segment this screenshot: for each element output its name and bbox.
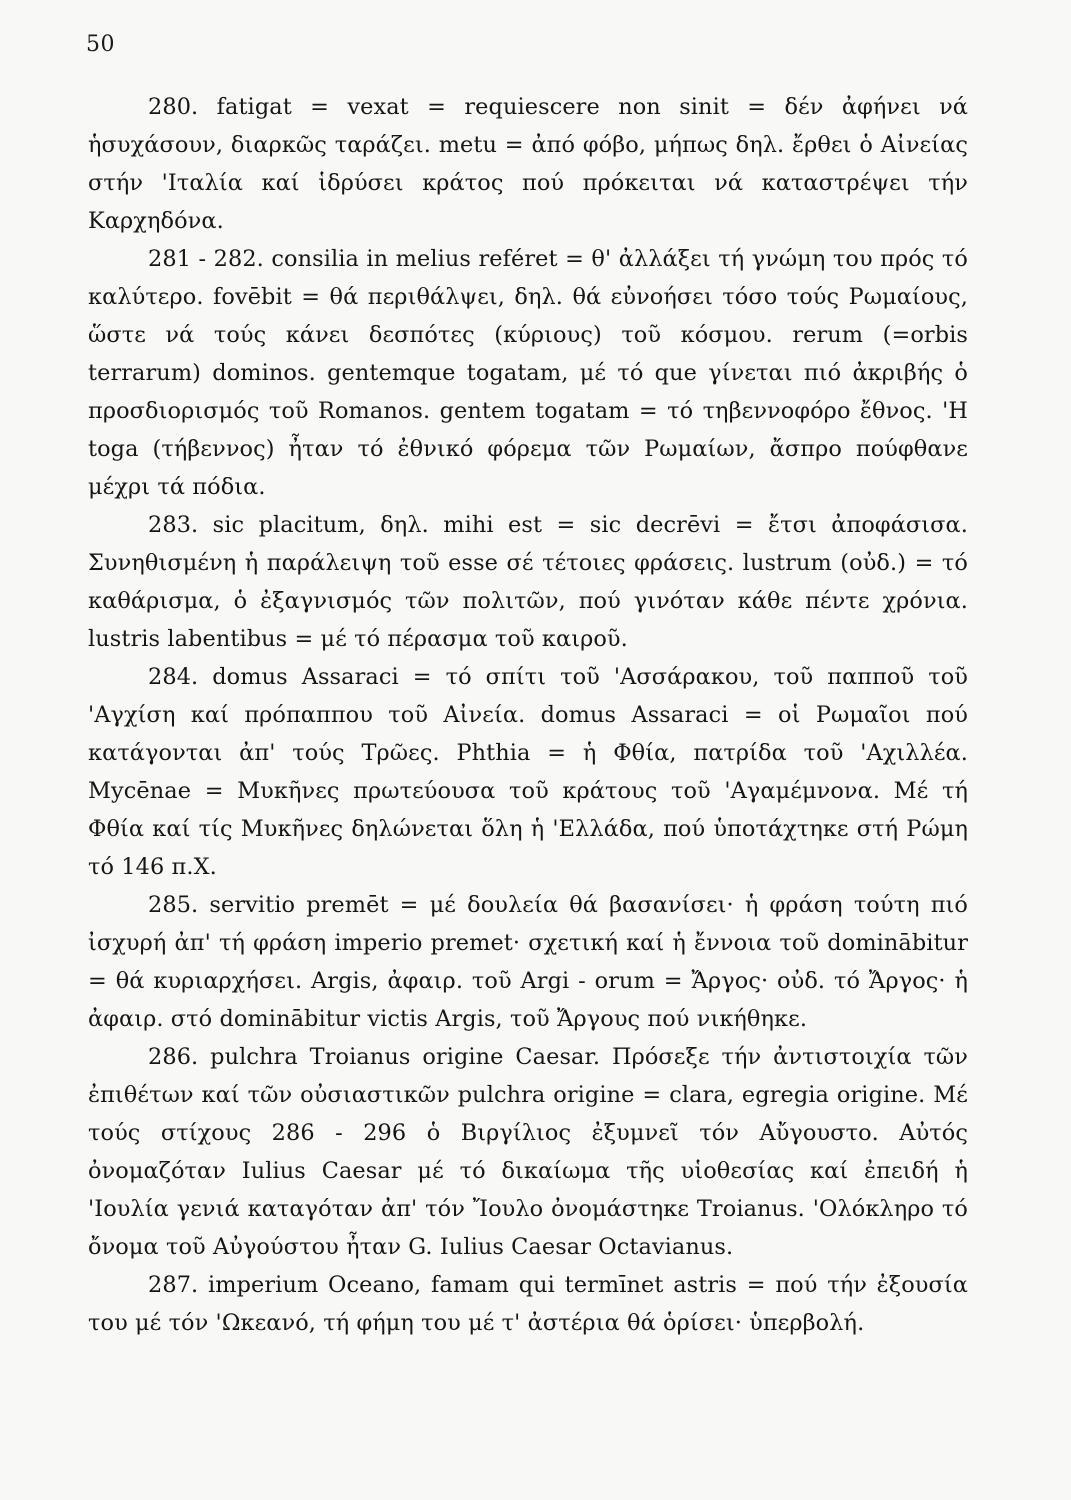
note-284: 284. domus Assaraci = τό σπίτι τοῦ 'Ασσάρακου, τοῦ παπποῦ τοῦ 'Αγχίση καί πρόπαππου τοῦ Αἰνεία. domus Assaraci = οἱ Ρωμαῖοι πού κατάγονται ἀπ' τούς Τρῶες. Phthia = ἡ Φθία, πατρίδα τοῦ 'Αχιλλέα. Mycēnae = Μυκῆνες πρωτεύουσα τοῦ κράτους τοῦ 'Αγαμέμνονα. Μέ τή Φθία καί τίς Μυκῆνες δηλώνεται ὅλη ἡ 'Ελλάδα, πού ὑποτάχτηκε στή Ρώμη τό 146 π.Χ. [88,664,968,880]
commentary-text [88,88,968,1342]
note-280: 280. fatigat = vexat = requiescere non sinit = δέν ἀφήνει νά ἡσυχάσουν, διαρκῶς ταράζει. metu = ἀπό φόβο, μήπως δηλ. ἔρθει ὁ Αἰνείας στήν 'Ιταλία καί ἱδρύσει κράτος πού πρόκειται νά καταστρέψει τήν Καρχηδόνα. [88,94,968,234]
note-285: 285. servitio premēt = μέ δουλεία θά βασανίσει· ἡ φράση τούτη πιό ἰσχυρή ἀπ' τή φράση imperio premet· σχετική καί ἡ ἔννοια τοῦ dominābitur = θά κυριαρχήσει. Argis, ἀφαιρ. τοῦ Argi - orum = Ἄργος· οὐδ. τό Ἄργος· ἡ ἀφαιρ. στό dominābitur victis Argis, τοῦ Ἄργους πού νικήθηκε. [88,892,968,1032]
page-number: 50 [86,32,115,57]
note-286: 286. pulchra Troianus origine Caesar. Πρόσεξε τήν ἀντιστοιχία τῶν ἐπιθέτων καί τῶν οὐσιαστικῶν pulchra origine = clara, egregia origine. Μέ τούς στίχους 286 - 296 ὁ Βιργίλιος ἐξυμνεῖ τόν Αὔγουστο. Αὐτός ὀνομαζόταν Iulius Caesar μέ τό δικαίωμα τῆς υἱοθεσίας καί ἐπειδή ἡ 'Ιουλία γενιά καταγόταν ἀπ' τόν Ἴουλο ὀνομάστηκε Troianus. 'Ολόκληρο τό ὄνομα τοῦ Αὐγούστου ἦταν G. Iulius Caesar Octavianus. [88,1044,968,1260]
note-283: 283. sic placitum, δηλ. mihi est = sic decrēvi = ἔτσι ἀποφάσισα. Συνηθισμένη ἡ παράλειψη τοῦ esse σέ τέτοιες φράσεις. lustrum (οὐδ.) = τό καθάρισμα, ὁ ἐξαγνισμός τῶν πολιτῶν, πού γινόταν κάθε πέντε χρόνια. lustris labentibus = μέ τό πέρασμα τοῦ καιροῦ. [88,512,968,652]
note-287: 287. imperium Oceano, famam qui termīnet astris = πού τήν ἐξουσία του μέ τόν 'Ωκεανό, τή φήμη του μέ τ' ἀστέρια θά ὁρίσει· ὑπερβολή. [88,1272,968,1336]
note-281-282: 281 - 282. consilia in melius reféret = θ' ἀλλάξει τή γνώμη του πρός τό καλύτερο. fovēbit = θά περιθάλψει, δηλ. θά εὐνοήσει τόσο τούς Ρωμαίους, ὥστε νά τούς κάνει δεσπότες (κύριους) τοῦ κόσμου. rerum (=orbis terrarum) dominos. gentemque togatam, μέ τό que γίνεται πιό ἀκριβής ὁ προσδιορισμός τοῦ Romanos. gentem togatam = τό τηβεννοφόρο ἔθνος. 'Η toga (τήβεννος) ἦταν τό ἐθνικό φόρεμα τῶν Ρωμαίων, ἄσπρο πούφθανε μέχρι τά πόδια. [88,246,968,500]
